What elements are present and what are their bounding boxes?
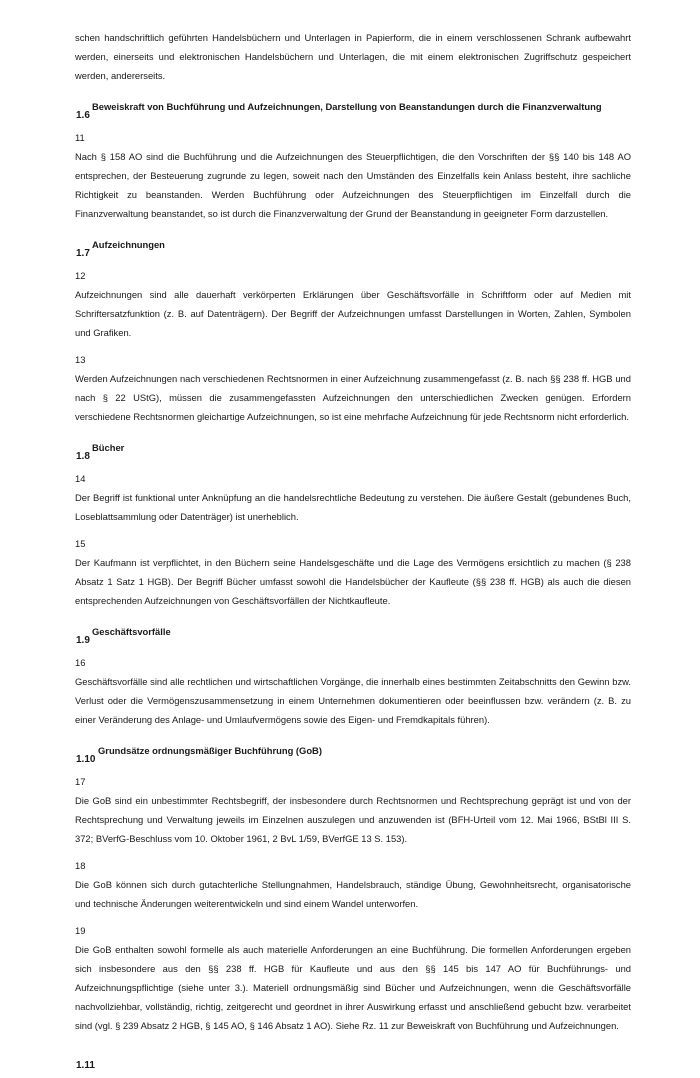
section-heading-1-7 <box>75 235 631 266</box>
paragraph-17: Die GoB sind ein unbestimmter Rechtsbegriff, der insbesondere durch Rechtsnormen und Rechtsprechung geprägt ist und von der Rechtsprechung und Verwaltung jeweils im Einzelnen auszulegen und anzuwenden ist (BFH-Urteil vom 12. Mai 1966, BStBl III S. 372; BVerfG-Beschluss vom 10. Oktober 1961, 2 BvL 1/59, BVerfGE 13 S. 153). <box>75 795 631 844</box>
margin-number-15: 15 <box>75 538 86 549</box>
margin-number-11: 11 <box>75 132 85 143</box>
paragraph-12: Aufzeichnungen sind alle dauerhaft verkörperten Erklärungen über Geschäftsvorfälle in Schriftform oder auf Medien mit Schriftersatzfunktion (z. B. auf Datenträgern). Der Begriff der Aufzeichnungen umfasst Darstellungen in Worten, Zahlen, Symbolen und Grafiken. <box>75 289 631 338</box>
paragraph-11: Nach § 158 AO sind die Buchführung und die Aufzeichnungen des Steuerpflichtigen, die den Vorschriften der §§ 140 bis 148 AO entsprechen, der Besteuerung zugrunde zu legen, soweit nach den Umständen des Einzelfalls kein Anlass besteht, ihre sachliche Richtigkeit zu beanstanden. Werden Buchführung oder Aufzeichnungen des Steuerpflichtigen im Einzelfall durch die Finanzverwaltung beanstandet, so ist durch die Finanzverwaltung der Grund der Beanstandung in geeigneter Form darzustellen. <box>75 151 631 219</box>
section-number: 1.8 <box>76 451 90 462</box>
paragraph-14: Der Begriff ist funktional unter Anknüpfung an die handelsrechtliche Bedeutung zu verstehen. Die äußere Gestalt (gebundenes Buch, Loseblattsammlung oder Datenträger) ist unerheblich. <box>75 492 631 522</box>
section-number: 1.9 <box>76 635 90 646</box>
section-heading-1-10 <box>75 741 631 772</box>
section-heading-1-11 <box>75 1047 631 1078</box>
section-number: 1.6 <box>76 110 90 121</box>
section-number: 1.10 <box>76 754 96 765</box>
paragraph-16: Geschäftsvorfälle sind alle rechtlichen und wirtschaftlichen Vorgänge, die innerhalb eines bestimmten Zeitabschnitts den Gewinn bzw. Verlust oder die Vermögenszusammensetzung in einem Unternehmen dokumentieren oder beeinflussen bzw. verändern (z. B. zu einer Veränderung des Anlage- und Umlaufvermögens sowie des Eigen- und Fremdkapitals führen). <box>75 676 631 725</box>
margin-number-16: 16 <box>75 657 86 668</box>
section-title: Beweiskraft von Buchführung und Aufzeichnungen, Darstellung von Beanstandungen durch die Finanzverwaltung <box>92 101 602 112</box>
section-title: Geschäftsvorfälle <box>92 626 171 637</box>
paragraph-19: Die GoB enthalten sowohl formelle als auch materielle Anforderungen an eine Buchführung. Die formellen Anforderungen ergeben sich insbesondere aus den §§ 238 ff. HGB für Kaufleute und aus den §§ 145 bis 147 AO für Buchführungs- und Aufzeichnungspflichtige (siehe unter 3.). Materiell ordnungsmäßig sind Bücher und Aufzeichnungen, wenn die Geschäftsvorfälle nachvollziehbar, vollständig, richtig, zeitgerecht und geordnet in ihrer Auswirkung erfasst und anschließend gebucht bzw. verarbeitet sind (vgl. § 239 Absatz 2 HGB, § 145 AO, § 146 Absatz 1 AO). Siehe Rz. 11 zur Beweiskraft von Buchführung und Aufzeichnungen. <box>75 944 631 1031</box>
paragraph-18: Die GoB können sich durch gutachterliche Stellungnahmen, Handelsbrauch, ständige Übung, Gewohnheitsrecht, organisatorische und technische Änderungen weiterentwickeln und sind einem Wandel unterworfen. <box>75 879 631 909</box>
section-title: Grundsätze ordnungsmäßiger Buchführung (GoB) <box>98 745 322 756</box>
paragraph-13: Werden Aufzeichnungen nach verschiedenen Rechtsnormen in einer Aufzeichnung zusammengefasst (z. B. nach §§ 238 ff. HGB und nach § 22 UStG), müssen die zusammengefassten Aufzeichnungen den unterschiedlichen Zwecken genügen. Erfordern verschiedene Rechtsnormen gleichartige Aufzeichnungen, so ist eine mehrfache Aufzeichnung für jede Rechtsnorm nicht erforderlich. <box>75 373 631 422</box>
intro-paragraph: schen handschriftlich geführten Handelsbüchern und Unterlagen in Papierform, die in einem verschlossenen Schrank aufbewahrt werden, einerseits und elektronischen Handelsbüchern und Unterlagen, die mit einem elektronischen Zugriffschutz gespeichert werden, andererseits. <box>75 32 631 81</box>
margin-number-18: 18 <box>75 860 86 871</box>
document-body <box>75 28 631 1078</box>
section-heading-1-8 <box>75 438 631 469</box>
margin-number-14: 14 <box>75 473 86 484</box>
margin-number-17: 17 <box>75 776 86 787</box>
section-heading-1-9 <box>75 622 631 653</box>
section-number: 1.11 <box>76 1060 95 1071</box>
section-heading-1-6 <box>75 97 631 128</box>
section-number: 1.7 <box>76 248 90 259</box>
margin-number-13: 13 <box>75 354 86 365</box>
section-title: Aufzeichnungen <box>92 239 165 250</box>
margin-number-12: 12 <box>75 270 86 281</box>
section-title: Bücher <box>92 442 125 453</box>
paragraph-15: Der Kaufmann ist verpflichtet, in den Büchern seine Handelsgeschäfte und die Lage des Vermögens ersichtlich zu machen (§ 238 Absatz 1 Satz 1 HGB). Der Begriff Bücher umfasst sowohl die Handelsbücher der Kaufleute (§§ 238 ff. HGB) als auch die diesen entsprechenden Aufzeichnungen von Geschäftsvorfällen der Nichtkaufleute. <box>75 557 631 606</box>
margin-number-19: 19 <box>75 925 86 936</box>
